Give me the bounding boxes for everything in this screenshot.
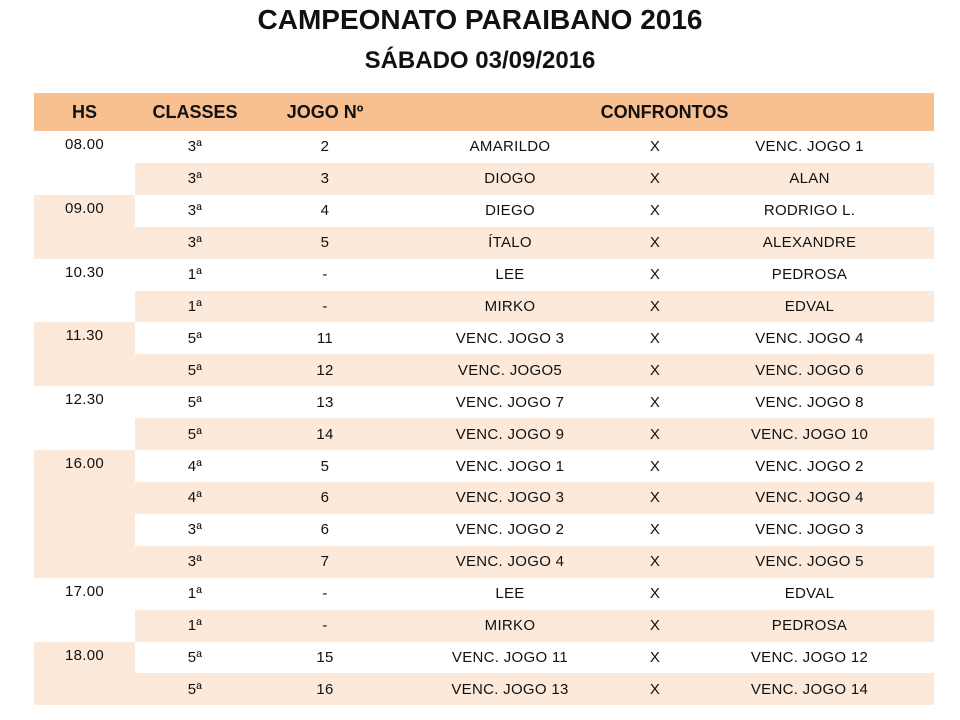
cell-versus: X xyxy=(625,291,685,323)
table-row xyxy=(34,673,934,705)
cell-jogo: - xyxy=(255,291,395,323)
table-row xyxy=(34,259,934,291)
cell-team-a: DIEGO xyxy=(395,195,625,227)
cell-team-b: VENC. JOGO 14 xyxy=(685,673,934,705)
cell-versus: X xyxy=(625,322,685,354)
cell-versus: X xyxy=(625,227,685,259)
cell-team-b: EDVAL xyxy=(685,291,934,323)
cell-jogo: 13 xyxy=(255,386,395,418)
table-row xyxy=(34,131,934,163)
schedule-body xyxy=(34,131,934,705)
cell-versus: X xyxy=(625,514,685,546)
cell-versus: X xyxy=(625,546,685,578)
cell-hs: 08.00 xyxy=(34,131,135,195)
table-row xyxy=(34,610,934,642)
cell-jogo: 12 xyxy=(255,354,395,386)
cell-versus: X xyxy=(625,354,685,386)
cell-classe: 1ª xyxy=(135,259,255,291)
cell-team-a: VENC. JOGO 3 xyxy=(395,482,625,514)
cell-jogo: 16 xyxy=(255,673,395,705)
cell-versus: X xyxy=(625,163,685,195)
cell-jogo: - xyxy=(255,578,395,610)
cell-team-a: VENC. JOGO 4 xyxy=(395,546,625,578)
cell-jogo: 11 xyxy=(255,322,395,354)
page-title: CAMPEONATO PARAIBANO 2016 xyxy=(257,4,703,35)
cell-hs: 10.30 xyxy=(34,259,135,323)
cell-classe: 3ª xyxy=(135,227,255,259)
cell-classe: 1ª xyxy=(135,578,255,610)
cell-classe: 3ª xyxy=(135,546,255,578)
cell-team-a: DIOGO xyxy=(395,163,625,195)
cell-team-a: VENC. JOGO 2 xyxy=(395,514,625,546)
cell-jogo: - xyxy=(255,610,395,642)
cell-versus: X xyxy=(625,642,685,674)
cell-team-a: VENC. JOGO 7 xyxy=(395,386,625,418)
cell-team-a: LEE xyxy=(395,259,625,291)
cell-team-b: PEDROSA xyxy=(685,259,934,291)
cell-team-a: VENC. JOGO 3 xyxy=(395,322,625,354)
cell-classe: 3ª xyxy=(135,131,255,163)
cell-versus: X xyxy=(625,482,685,514)
table-row xyxy=(34,291,934,323)
cell-classe: 5ª xyxy=(135,322,255,354)
cell-team-b: ALAN xyxy=(685,163,934,195)
cell-team-b: VENC. JOGO 5 xyxy=(685,546,934,578)
cell-jogo: 2 xyxy=(255,131,395,163)
cell-team-b: ALEXANDRE xyxy=(685,227,934,259)
cell-versus: X xyxy=(625,610,685,642)
table-row xyxy=(34,163,934,195)
cell-classe: 1ª xyxy=(135,610,255,642)
cell-classe: 5ª xyxy=(135,418,255,450)
cell-versus: X xyxy=(625,131,685,163)
table-row xyxy=(34,514,934,546)
table-header-row xyxy=(34,93,934,131)
cell-team-b: VENC. JOGO 1 xyxy=(685,131,934,163)
cell-team-a: MIRKO xyxy=(395,291,625,323)
cell-team-b: PEDROSA xyxy=(685,610,934,642)
cell-jogo: 6 xyxy=(255,482,395,514)
cell-hs: 16.00 xyxy=(34,450,135,578)
page-subtitle: SÁBADO 03/09/2016 xyxy=(364,47,596,74)
cell-team-b: VENC. JOGO 8 xyxy=(685,386,934,418)
header-confrontos: CONFRONTOS xyxy=(395,93,934,131)
schedule-table xyxy=(34,93,934,705)
cell-team-a: AMARILDO xyxy=(395,131,625,163)
cell-classe: 4ª xyxy=(135,482,255,514)
cell-team-b: VENC. JOGO 6 xyxy=(685,354,934,386)
header-classes: CLASSES xyxy=(135,93,255,131)
cell-team-a: VENC. JOGO 1 xyxy=(395,450,625,482)
table-row xyxy=(34,227,934,259)
cell-classe: 5ª xyxy=(135,673,255,705)
header-hs: HS xyxy=(34,93,135,131)
cell-jogo: 15 xyxy=(255,642,395,674)
cell-team-a: VENC. JOGO 13 xyxy=(395,673,625,705)
cell-team-a: MIRKO xyxy=(395,610,625,642)
table-row xyxy=(34,642,934,674)
cell-versus: X xyxy=(625,450,685,482)
cell-team-b: VENC. JOGO 4 xyxy=(685,482,934,514)
cell-classe: 1ª xyxy=(135,291,255,323)
cell-versus: X xyxy=(625,418,685,450)
table-row xyxy=(34,386,934,418)
table-row xyxy=(34,322,934,354)
cell-hs: 18.00 xyxy=(34,642,135,706)
cell-team-b: VENC. JOGO 10 xyxy=(685,418,934,450)
cell-team-b: VENC. JOGO 3 xyxy=(685,514,934,546)
cell-team-a: VENC. JOGO 11 xyxy=(395,642,625,674)
header-jogo: JOGO Nº xyxy=(255,93,395,131)
cell-classe: 5ª xyxy=(135,354,255,386)
cell-jogo: 5 xyxy=(255,450,395,482)
cell-team-b: RODRIGO L. xyxy=(685,195,934,227)
cell-team-a: LEE xyxy=(395,578,625,610)
cell-hs: 09.00 xyxy=(34,195,135,259)
cell-versus: X xyxy=(625,259,685,291)
cell-hs: 17.00 xyxy=(34,578,135,642)
cell-classe: 3ª xyxy=(135,514,255,546)
table-row xyxy=(34,195,934,227)
cell-jogo: 3 xyxy=(255,163,395,195)
cell-classe: 4ª xyxy=(135,450,255,482)
table-row xyxy=(34,418,934,450)
cell-jogo: 4 xyxy=(255,195,395,227)
cell-team-b: VENC. JOGO 4 xyxy=(685,322,934,354)
cell-team-b: VENC. JOGO 12 xyxy=(685,642,934,674)
cell-versus: X xyxy=(625,578,685,610)
table-row xyxy=(34,450,934,482)
cell-classe: 3ª xyxy=(135,195,255,227)
cell-hs: 12.30 xyxy=(34,386,135,450)
cell-classe: 5ª xyxy=(135,642,255,674)
cell-jogo: - xyxy=(255,259,395,291)
cell-team-a: ÍTALO xyxy=(395,227,625,259)
cell-classe: 5ª xyxy=(135,386,255,418)
cell-team-b: EDVAL xyxy=(685,578,934,610)
cell-versus: X xyxy=(625,386,685,418)
cell-team-a: VENC. JOGO 9 xyxy=(395,418,625,450)
cell-jogo: 6 xyxy=(255,514,395,546)
table-row xyxy=(34,482,934,514)
cell-classe: 3ª xyxy=(135,163,255,195)
cell-team-a: VENC. JOGO5 xyxy=(395,354,625,386)
cell-team-b: VENC. JOGO 2 xyxy=(685,450,934,482)
cell-versus: X xyxy=(625,195,685,227)
cell-versus: X xyxy=(625,673,685,705)
table-row xyxy=(34,578,934,610)
cell-hs: 11.30 xyxy=(34,322,135,386)
cell-jogo: 14 xyxy=(255,418,395,450)
cell-jogo: 7 xyxy=(255,546,395,578)
table-row xyxy=(34,546,934,578)
table-row xyxy=(34,354,934,386)
cell-jogo: 5 xyxy=(255,227,395,259)
